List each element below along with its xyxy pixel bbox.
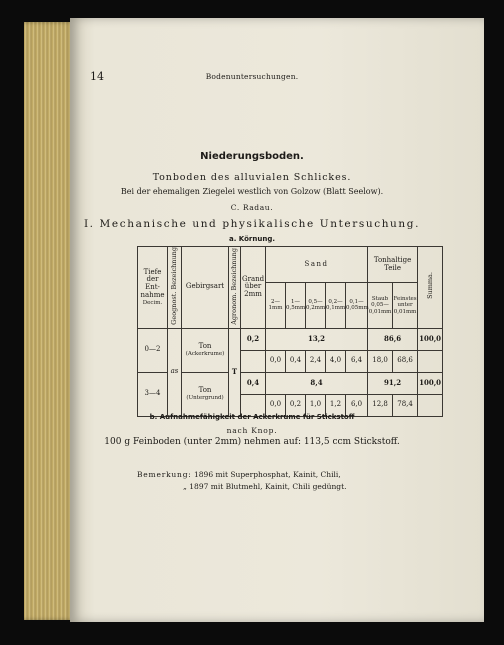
sand-cell: 0,4 [286, 350, 306, 372]
location-line: Bei der ehemaligen Ziegelei westlich von Golzow (Blatt Seelow). [120, 187, 384, 196]
remark-line-2: „ 1897 mit Blutmehl, Kainit, Chili gedüngt. [183, 482, 347, 491]
depth-cell: 3—4 [138, 372, 168, 416]
agronom-cell: T [229, 328, 241, 416]
grain-size-table [137, 246, 443, 417]
sand-cell: 6,4 [346, 350, 368, 372]
sand-total-cell: 8,4 [266, 372, 368, 394]
grand-cell: 0,2 [241, 328, 266, 350]
sand-cell: 0,0 [266, 394, 286, 416]
depth-cell: 0—2 [138, 328, 168, 372]
sand-cell: 2,4 [306, 350, 326, 372]
gebirgsart-cell: Ton (Ackerkrume) [182, 328, 229, 372]
author-line: C. Radau. [230, 203, 274, 212]
summa-cell: 100,0 [418, 328, 443, 350]
summa-empty [418, 350, 443, 372]
section2-subtitle: nach Knop. [226, 426, 278, 435]
section1-title: I. Mechanische und physikalische Untersuchung. [83, 218, 421, 230]
summa-cell: 100,0 [418, 372, 443, 394]
header-depth: Tiefe der Ent- nahme Decim. [138, 247, 168, 329]
sand-total-cell: 13,2 [266, 328, 368, 350]
table-row [138, 328, 443, 350]
running-head: Bodenuntersuchungen. [205, 72, 299, 81]
header-agronom: Agronom. Bezeichnung [229, 247, 241, 329]
header-sand: Sand [266, 247, 368, 283]
staub-cell: 12,8 [368, 394, 393, 416]
remark-text-1: 1896 mit Superphosphat, Kainit, Chili, [194, 470, 341, 479]
section1-subtitle: a. Körnung. [228, 235, 275, 243]
sand-cell: 1,2 [326, 394, 346, 416]
header-sand-2: 1—0,5mm [286, 283, 306, 328]
absorption-result: 100 g Feinboden (unter 2mm) nehmen auf: 113,5 ccm Stickstoff. [104, 437, 400, 447]
header-sand-5: 0,1—0,05mm [346, 283, 368, 328]
book-page-edges [24, 22, 74, 620]
header-feinstes: Feinstes unter 0,01mm [393, 283, 418, 328]
header-sand-3: 0,5—0,2mm [306, 283, 326, 328]
geognost-cell: as [168, 328, 182, 416]
sand-cell: 1,0 [306, 394, 326, 416]
sand-cell: 0,2 [286, 394, 306, 416]
section2-title: b. Aufnahmefähigkeit der Ackerkrume für Stickstoff [149, 413, 355, 421]
header-gebirgsart: Gebirgsart [182, 247, 229, 329]
header-sand-1: 2—1mm [266, 283, 286, 328]
table-row [138, 372, 443, 394]
grand-cell: 0,4 [241, 372, 266, 394]
grand-empty [241, 350, 266, 372]
header-sand-4: 0,2—0,1mm [326, 283, 346, 328]
remark-label: Bemerkung: [137, 470, 192, 479]
feinstes-cell: 78,4 [393, 394, 418, 416]
header-geognost: Geognost. Bezeichnung [168, 247, 182, 329]
header-tonhaltige: Tonhaltige Teile [368, 247, 418, 283]
page-title: Niederungsboden. [200, 151, 304, 162]
subtitle: Tonboden des alluvialen Schlickes. [152, 172, 352, 183]
ton-total-cell: 91,2 [368, 372, 418, 394]
page-number: 14 [90, 70, 104, 83]
staub-cell: 18,0 [368, 350, 393, 372]
gebirgsart-cell: Ton (Untergrund) [182, 372, 229, 416]
header-summa: Summa. [418, 247, 443, 329]
sand-cell: 4,0 [326, 350, 346, 372]
ton-total-cell: 86,6 [368, 328, 418, 350]
feinstes-cell: 68,6 [393, 350, 418, 372]
header-staub: Staub 0,05—0,01mm [368, 283, 393, 328]
sand-cell: 0,0 [266, 350, 286, 372]
remark-line-1 [137, 470, 341, 479]
header-grand: Grand über 2mm [241, 247, 266, 329]
sand-cell: 6,0 [346, 394, 368, 416]
